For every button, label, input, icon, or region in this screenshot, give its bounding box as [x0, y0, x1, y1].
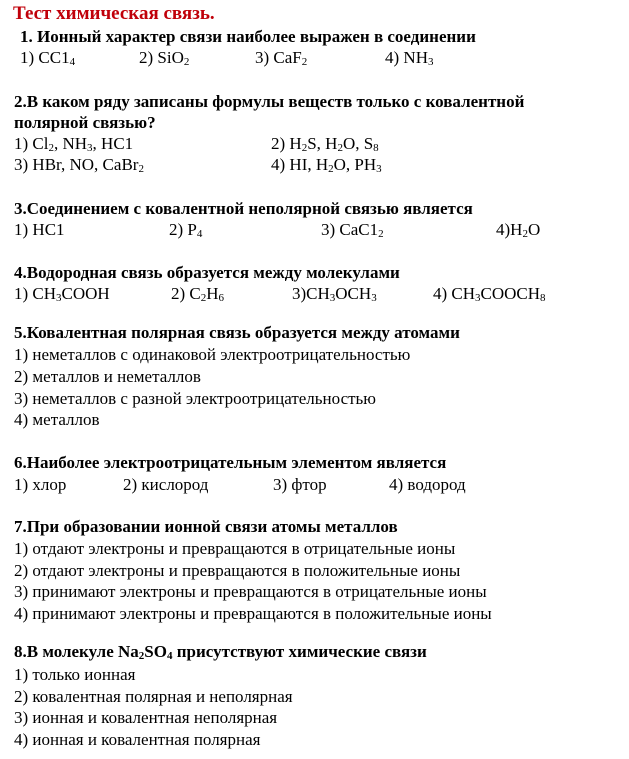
q5-option-4[interactable]: 4) металлов — [14, 410, 100, 429]
q2-o1-p1: 2 — [48, 142, 54, 154]
q3-option-2[interactable] — [169, 219, 202, 240]
q3-o4-p1: 2 — [522, 228, 528, 240]
q8-text-p2: SO — [144, 642, 167, 661]
q3-o1-p0: 1) HC1 — [14, 220, 65, 239]
q2-option-2[interactable] — [271, 133, 379, 154]
q1-option-1-text: 1) CC1 — [20, 48, 70, 67]
q2-o4-p2: O, PH — [333, 155, 377, 174]
q2-o2-p4: O, S — [342, 134, 374, 153]
q3-option-1[interactable] — [14, 219, 65, 240]
q8-option-2[interactable]: 2) ковалентная полярная и неполярная — [14, 687, 293, 706]
q1-option-3[interactable] — [255, 47, 307, 68]
q2-option-3[interactable] — [14, 154, 144, 175]
q4-option-1[interactable] — [14, 283, 110, 304]
q4-o2-p2: H — [206, 284, 219, 303]
q4-option-3[interactable] — [292, 283, 377, 304]
question-5-text: 5.Ковалентная полярная связь образуется между атомами — [14, 323, 460, 342]
question-6-text: 6.Наиболее электроотрицательным элементом является — [14, 453, 447, 472]
q2-o3-p1: 2 — [138, 163, 144, 175]
q2-o2-p5: 8 — [373, 142, 379, 154]
page-title: Тест химическая связь. — [13, 3, 215, 24]
q7-option-4[interactable]: 4) принимают электроны и превращаются в положительные ионы — [14, 604, 492, 623]
question-2-text-line-1: 2.В каком ряду записаны формулы веществ только с ковалентной — [14, 92, 525, 111]
q5-option-2[interactable]: 2) металлов и неметаллов — [14, 367, 201, 386]
q1-option-2-sub: 2 — [183, 56, 190, 68]
q2-o1-p2: , NH — [53, 134, 88, 153]
q1-option-3-text: 3) CaF — [255, 48, 302, 67]
q4-o4-p1: 3 — [475, 292, 481, 304]
q7-option-3[interactable]: 3) принимают электроны и превращаются в отрицательные ионы — [14, 582, 487, 601]
q6-option-2[interactable]: 2) кислород — [123, 475, 209, 494]
q2-option-4[interactable] — [271, 154, 382, 175]
q5-option-1[interactable]: 1) неметаллов с одинаковой электроотрицательностью — [14, 345, 411, 364]
q2-o3-p0: 3) HBr, NO, CaBr — [14, 155, 139, 174]
q7-option-1[interactable]: 1) отдают электроны и превращаются в отрицательные ионы — [14, 539, 456, 558]
q4-o3-p2: OCH — [335, 284, 372, 303]
q1-option-4[interactable] — [385, 47, 433, 68]
q4-o4-p2: COOCH — [480, 284, 541, 303]
q1-option-1-sub: 4 — [69, 56, 76, 68]
q3-o3-p1: 2 — [378, 228, 384, 240]
q8-option-3[interactable]: 3) ионная и ковалентная неполярная — [14, 708, 278, 727]
q4-option-2[interactable] — [171, 283, 224, 304]
q4-o2-p1: 2 — [200, 292, 207, 304]
q4-o2-p0: 2) C — [171, 284, 201, 303]
q2-o2-p1: 2 — [301, 142, 308, 154]
question-3-text: 3.Соединением с ковалентной неполярной связью является — [14, 199, 473, 218]
q2-option-1[interactable] — [14, 133, 133, 154]
q7-option-2[interactable]: 2) отдают электроны и превращаются в положительные ионы — [14, 561, 461, 580]
q3-o4-p2: O — [527, 220, 541, 239]
q2-o2-p3: 2 — [337, 142, 343, 154]
q2-o1-p4: , HC1 — [92, 134, 134, 153]
q1-option-2-text: 2) SiO — [139, 48, 184, 67]
q8-text-p3: 4 — [166, 650, 173, 662]
q2-o2-p2: S, H — [307, 134, 338, 153]
q4-o3-p0: 3)CH — [292, 284, 330, 303]
q8-text-p0: 8.В молекуле Na — [14, 642, 139, 661]
q2-o2-p0: 2) H — [271, 134, 302, 153]
q3-option-3[interactable] — [321, 219, 384, 240]
q8-option-1[interactable]: 1) только ионная — [14, 665, 136, 684]
q1-option-2[interactable] — [139, 47, 189, 68]
q6-option-1[interactable]: 1) хлор — [14, 475, 67, 494]
q3-o2-p0: 2) P — [169, 220, 197, 239]
q3-o2-p1: 4 — [196, 228, 203, 240]
q1-option-4-sub: 3 — [427, 56, 434, 68]
q4-o1-p0: 1) CH — [14, 284, 57, 303]
q4-o4-p0: 4) CH — [433, 284, 476, 303]
q8-text-p1: 2 — [138, 650, 145, 662]
q4-o4-p3: 8 — [540, 292, 546, 304]
q3-o3-p0: 3) CaC1 — [321, 220, 379, 239]
question-4-text: 4.Водородная связь образуется между молекулами — [14, 263, 400, 282]
q3-option-4[interactable] — [496, 219, 540, 240]
q6-option-4[interactable]: 4) водород — [389, 475, 466, 494]
q8-option-4[interactable]: 4) ионная и ковалентная полярная — [14, 730, 261, 749]
q2-o4-p3: 3 — [376, 163, 382, 175]
q6-option-3[interactable]: 3) фтор — [273, 475, 327, 494]
q8-text-p4: присутствуют химические связи — [172, 642, 427, 661]
question-7-text: 7.При образовании ионной связи атомы металлов — [14, 517, 398, 536]
q1-option-1[interactable] — [20, 47, 75, 68]
q4-o2-p3: 6 — [218, 292, 225, 304]
q4-option-4[interactable] — [433, 283, 546, 304]
q4-o3-p3: 3 — [371, 292, 377, 304]
q4-o3-p1: 3 — [329, 292, 336, 304]
q2-o1-p0: 1) Cl — [14, 134, 49, 153]
question-1-text: 1. Ионный характер связи наиболее выражен в соединении — [20, 27, 476, 46]
q4-o1-p2: COOH — [61, 284, 110, 303]
q5-option-3[interactable]: 3) неметаллов с разной электроотрицательностью — [14, 389, 376, 408]
question-8-text — [14, 641, 427, 662]
q2-o4-p1: 2 — [328, 163, 334, 175]
q1-option-4-text: 4) NH — [385, 48, 428, 67]
q2-o1-p3: 3 — [87, 142, 93, 154]
q2-o4-p0: 4) HI, H — [271, 155, 329, 174]
question-2-text-line-2: полярной связью? — [14, 113, 156, 132]
q1-option-3-sub: 2 — [301, 56, 308, 68]
q4-o1-p1: 3 — [56, 292, 62, 304]
q3-o4-p0: 4)H — [496, 220, 523, 239]
